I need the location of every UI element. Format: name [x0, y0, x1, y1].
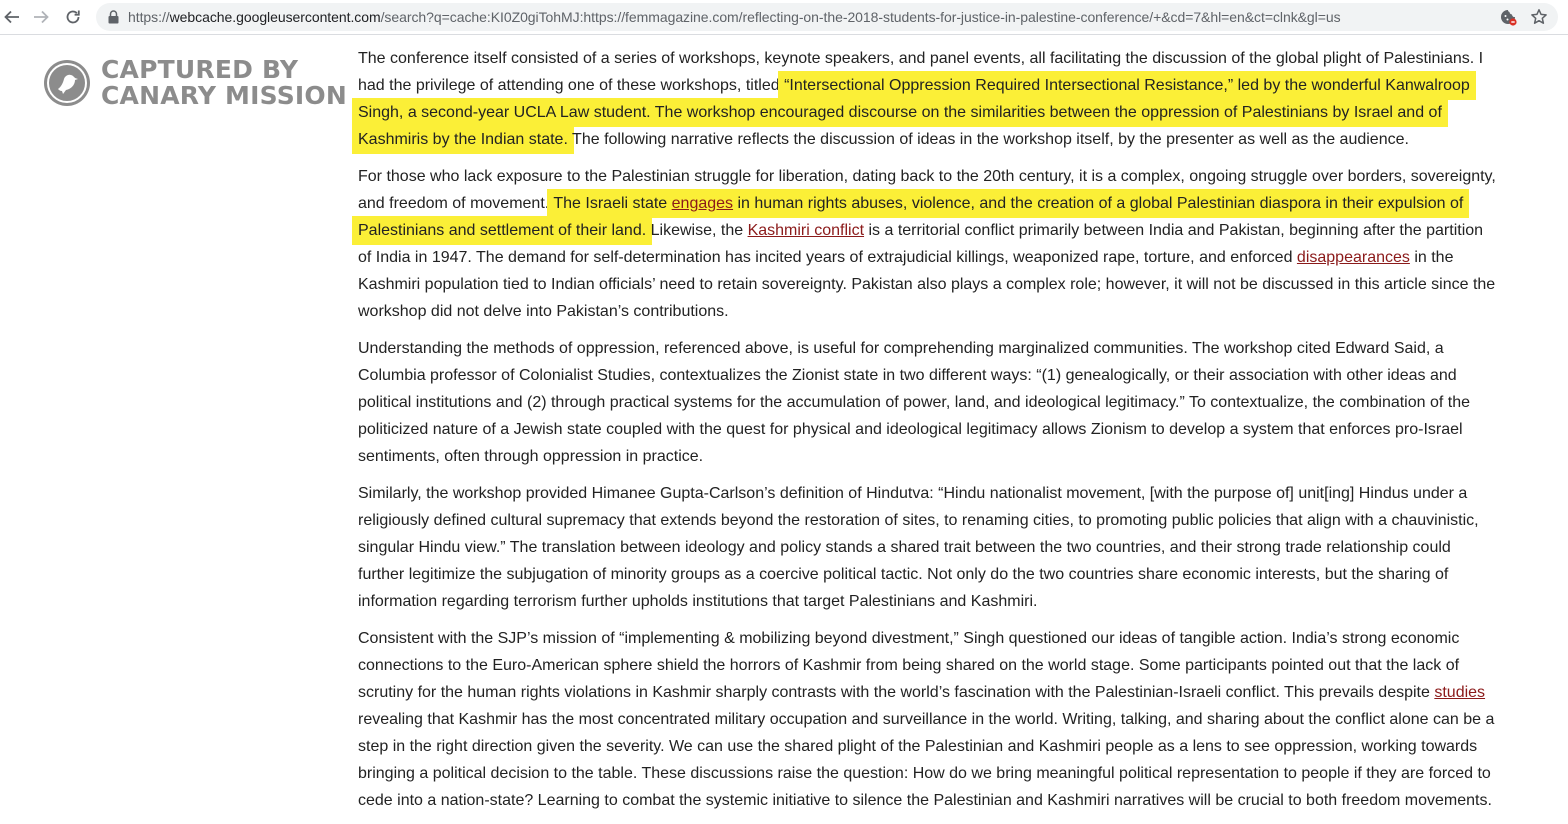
article-body [358, 45, 1500, 824]
paragraph-5-text-b: revealing that Kashmir has the most concentrated military occupation and surveillance in the world. Writing, talking, and sharing about the conflict alone can be a step in the right direction given the severity. We can use the shared plight of the Palestinian and Kashmiri people as a lens to see oppression, working towards bringing a political decision to the table. These discussions raise the question: How do we bring meaningful political representation to people if they are forced to cede into a nation-state? Learning to combat the systemic initiative to silence the Palestinian and Kashmiri narratives will be crucial to both freedom movements. [358, 711, 1495, 809]
paragraph-2-text-b: Likewise, the [646, 222, 748, 239]
watermark-text [101, 57, 347, 109]
watermark-line2: CANARY MISSION [101, 81, 348, 110]
canary-mission-watermark [43, 55, 348, 110]
paragraph-1-text-a: The conference itself consisted of a series of workshops, keynote speakers, and panel events, all facilitating the discussion of the global plight of Palestinians. I had the privilege of attending one of these workshops, titled [358, 50, 1484, 94]
url-path: /search?q=cache:KI0Z0giTohMJ:https://femmagazine.com/reflecting-on-the-2018-students-for-justice-in-palestine-conference/+&cd=7&hl=en&ct=clnk&gl=us [380, 9, 1341, 25]
url-text[interactable] [128, 9, 1341, 25]
blocked-cookie-icon[interactable] [1499, 8, 1517, 31]
url-prefix: https:// [128, 9, 170, 25]
url-host: webcache.googleusercontent.com [169, 9, 381, 25]
back-arrow-icon[interactable] [0, 5, 24, 29]
forward-arrow-icon[interactable] [29, 5, 53, 29]
paragraph-2-text-a: For those who lack exposure to the Palestinian struggle for liberation, dating back to the 20th century, it is a complex, ongoing struggle over borders, sovereignty, and freedom of movement. [358, 168, 1496, 212]
lock-icon[interactable] [108, 10, 119, 29]
link-engages[interactable]: engages [671, 195, 734, 212]
paragraph-1 [358, 45, 1500, 153]
address-bar[interactable] [96, 3, 1558, 31]
link-kashmiri-conflict[interactable]: Kashmiri conflict [747, 222, 865, 239]
paragraph-2 [358, 163, 1500, 325]
paragraph-5-text-a: Consistent with the SJP’s mission of “implementing & mobilizing beyond divestment,” Singh questioned our ideas of tangible action. India’s strong economic connections to the Euro-American sphere shield the horrors of Kashmir from being shared on the world stage. Some participants pointed out that the lack of scrutiny for the human rights violations in Kashmir sharply contrasts with the world’s fascination with the Palestinian-Israeli conflict. This prevails despite [358, 630, 1460, 701]
link-studies[interactable]: studies [1434, 684, 1486, 701]
paragraph-3: Understanding the methods of oppression, referenced above, is useful for comprehending marginalized communities. The workshop cited Edward Said, a Columbia professor of Colonialist Studies, contextualizes the Zionist state in two different ways: “(1) genealogically, or their association with other ideas and political institutions and (2) through practical systems for the accumulation of power, land, and ideological legitimacy.” To contextualize, the combination of the politicized nature of a Jewish state coupled with the quest for physical and ideological legitimacy allows Zionism to develop a system that enforces pro-Israel sentiments, often through oppression in practice. [358, 340, 1471, 465]
star-icon[interactable] [1530, 8, 1548, 31]
link-disappearances[interactable]: disappearances [1296, 249, 1410, 266]
watermark-line1: CAPTURED BY [101, 55, 299, 84]
highlighted-text-b: in human rights abuses, violence, and the creation of a global Palestinian diaspora in their expulsion of Palestinians and settlement of their land. [358, 195, 1464, 239]
browser-toolbar [0, 0, 1568, 35]
paragraph-5 [358, 625, 1500, 814]
paragraph-1-text-b: The following narrative reflects the discussion of ideas in the workshop itself, by the presenter as well as the audience. [567, 131, 1409, 148]
highlighted-text: “Intersectional Oppression Required Intersectional Resistance,” led by the wonderful Kanwalroop Singh, a second-year UCLA Law student. The workshop encouraged discourse on the similarities between the oppression of Palestinians by Israel and of Kashmiris by the Indian state. [358, 77, 1470, 148]
reload-icon[interactable] [61, 5, 85, 29]
paragraph-2-text-d: in the Kashmiri population tied to Indian officials’ need to retain sovereignty. Pakistan also plays a complex role; however, it will not be discussed in this article since the workshop did not delve into Pakistan’s contributions. [358, 249, 1496, 320]
canary-bird-logo-icon [43, 59, 91, 112]
highlighted-text-a: The Israeli state [553, 195, 672, 212]
paragraph-2-text-c: is a territorial conflict primarily between India and Pakistan, beginning after the partition of India in 1947. The demand for self-determination has incited years of extrajudicial killings, weaponized rape, torture, and enforced [358, 222, 1484, 266]
paragraph-4: Similarly, the workshop provided Himanee Gupta-Carlson’s definition of Hindutva: “Hindu nationalist movement, [with the purpose of] unit[ing] Hindus under a religiously defined cultural supremacy that extends beyond the restoration of sites, to renaming cities, to promoting public policies that align with a chauvinistic, singular Hindu view.” The translation between ideology and policy stands a shared trait between the two countries, and their strong trade relationship could further legitimize the subjugation of minority groups as a coercive political tactic. Not only do the two countries share economic interests, but the sharing of information regarding terrorism further upholds institutions that target Palestinians and Kashmiri. [358, 485, 1479, 610]
